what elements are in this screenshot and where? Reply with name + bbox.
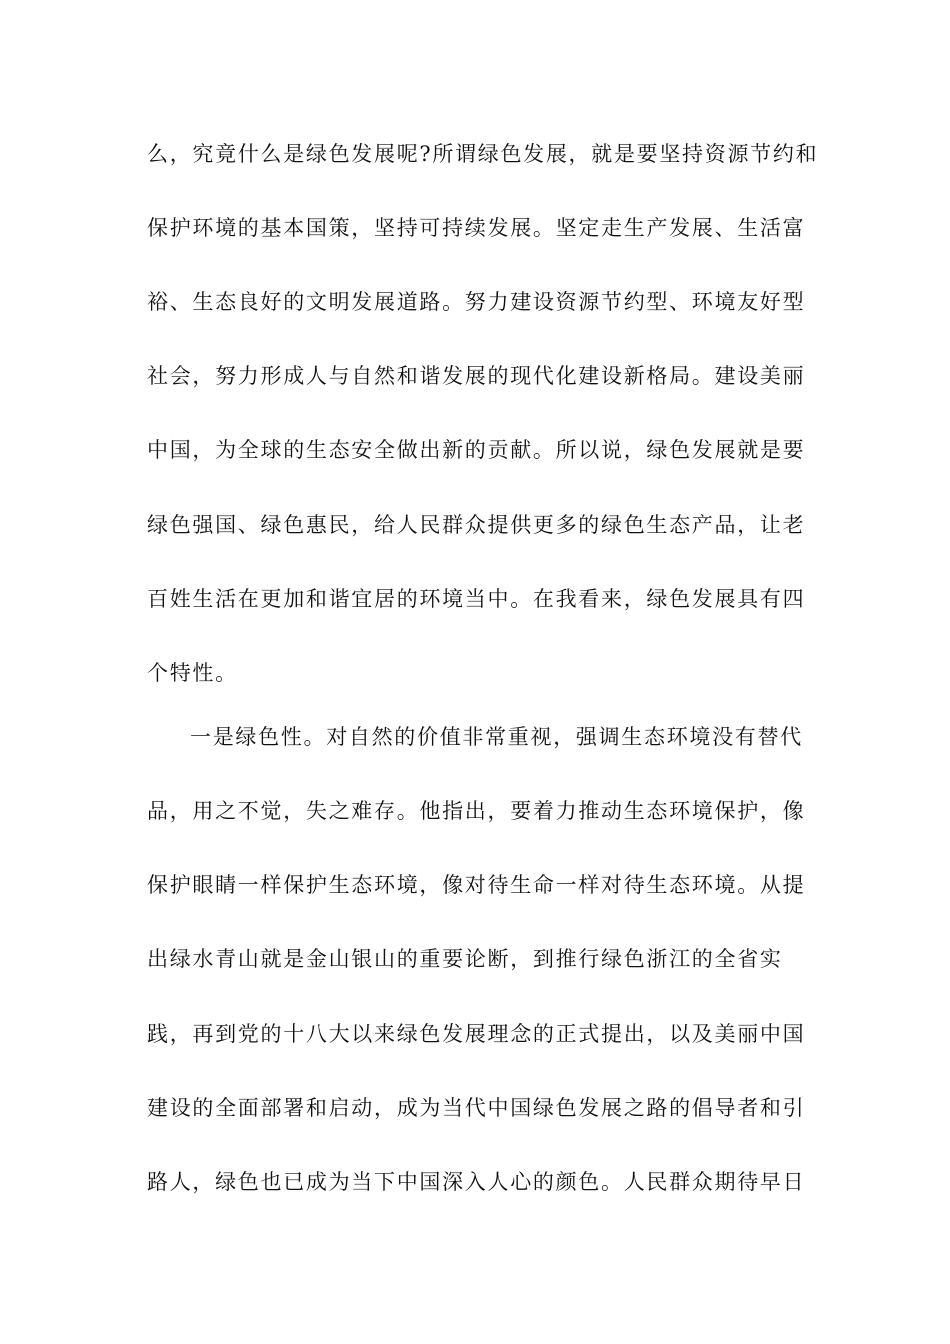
text-line: 百姓生活在更加和谐宜居的环境当中。在我看来，绿色发展具有四 (147, 587, 806, 611)
text-line: 中国，为全球的生态安全做出新的贡献。所以说，绿色发展就是要 (147, 438, 806, 462)
text-line: 个特性。 (147, 661, 238, 685)
text-line: 路人，绿色也已成为当下中国深入人心的颜色。人民群众期待早日 (147, 1170, 806, 1194)
text-line: 保护眼睛一样保护生态环境，像对待生命一样对待生态环境。从提 (147, 873, 806, 897)
text-line: 裕、生态良好的文明发展道路。努力建设资源节约型、环境友好型 (147, 290, 806, 314)
text-line: 绿色强国、绿色惠民，给人民群众提供更多的绿色生态产品，让老 (147, 513, 806, 537)
text-line: 品，用之不觉，失之难存。他指出，要着力推动生态环境保护，像 (147, 799, 806, 823)
text-line: 践，再到党的十八大以来绿色发展理念的正式提出，以及美丽中国 (147, 1022, 806, 1046)
text-line: 出绿水青山就是金山银山的重要论断，到推行绿色浙江的全省实 (147, 947, 783, 971)
text-line: 保护环境的基本国策，坚持可持续发展。坚定走生产发展、生活富 (147, 216, 806, 240)
text-line: 么，究竟什么是绿色发展呢?所谓绿色发展，就是要坚持资源节约和 (147, 142, 819, 166)
paragraph-first-line: 一是绿色性。对自然的价值非常重视，强调生态环境没有替代 (190, 725, 803, 749)
text-line: 社会，努力形成人与自然和谐发展的现代化建设新格局。建设美丽 (147, 364, 806, 388)
text-line: 建设的全面部署和启动，成为当代中国绿色发展之路的倡导者和引 (147, 1096, 806, 1120)
